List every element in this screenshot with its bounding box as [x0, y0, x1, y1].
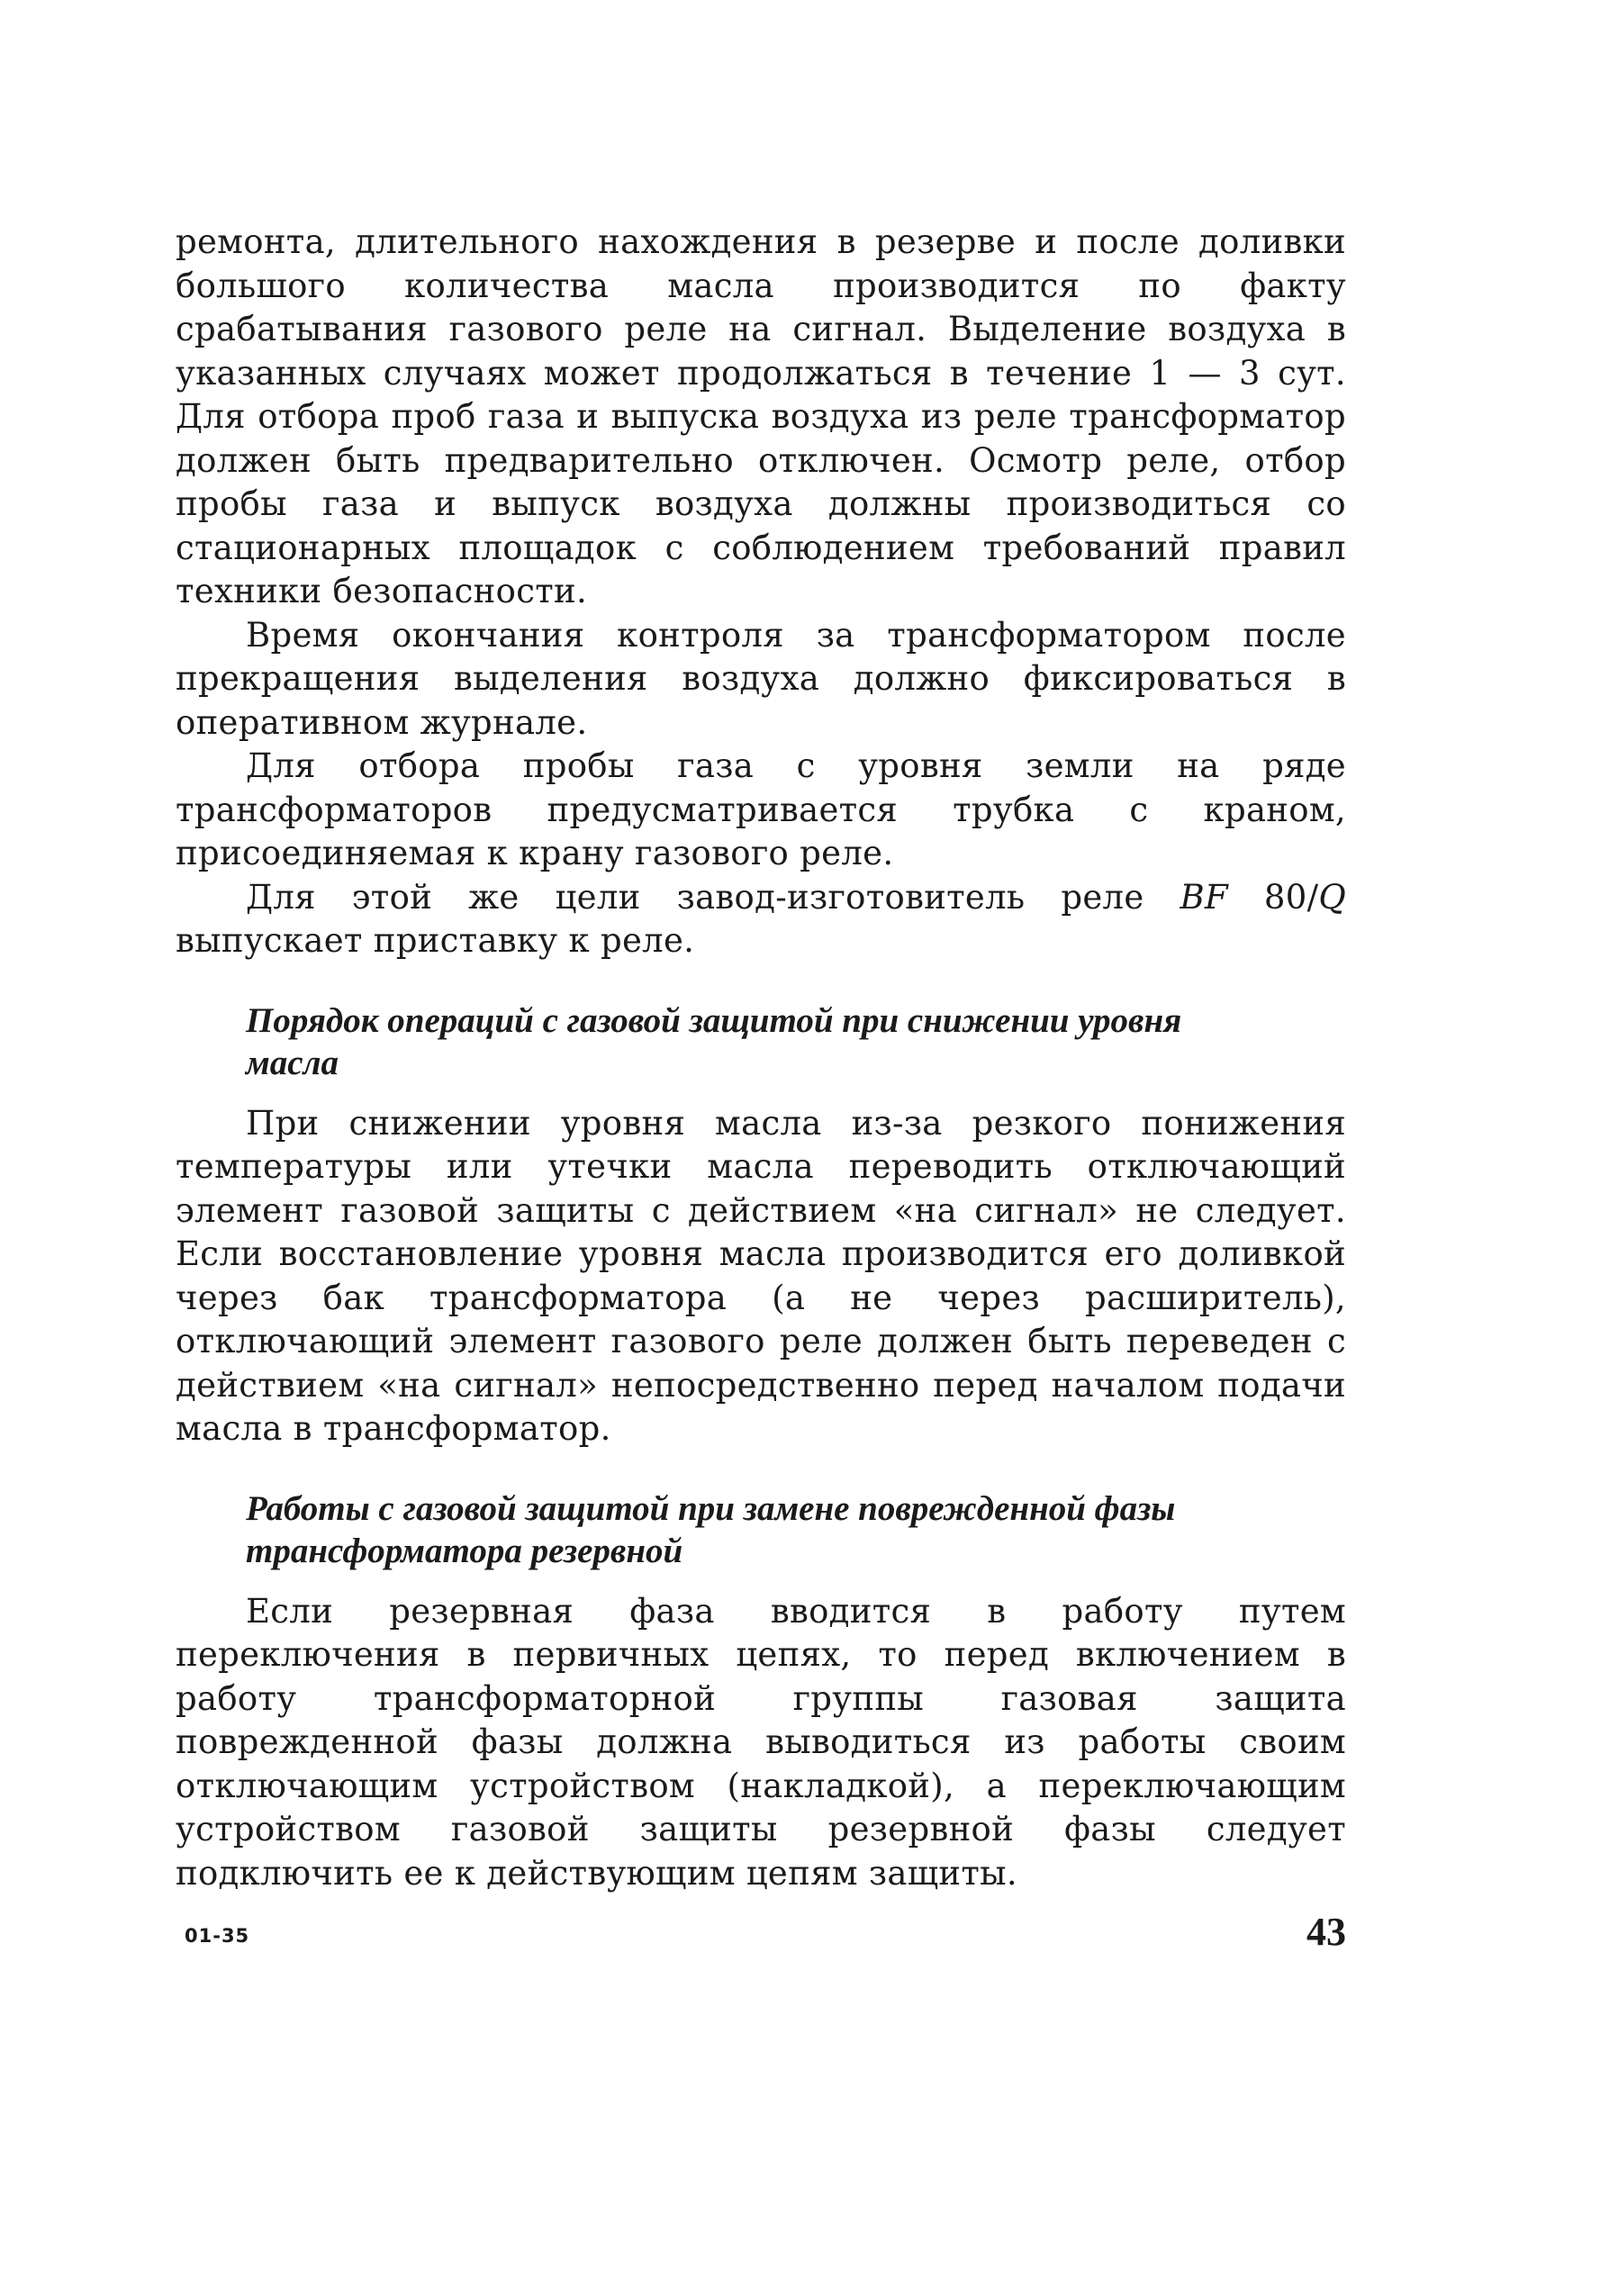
relay-model-letters: BF	[1180, 877, 1228, 917]
paragraph: При снижении уровня масла из-за резкого понижения температуры или утечки масла переводить отключающий элемент газовой защиты с действием «на сигнал» не следует. Если восстановление уровня масла производится его доливкой через бак трансформатора (а не через расширитель), отключающий элемент газового реле должен быть переведен с действием «на сигнал» непосредственно перед началом подачи масла в трансформатор.	[176, 1103, 1346, 1448]
section-intro	[176, 221, 1346, 963]
page-footer	[176, 1909, 1346, 1963]
paragraph: Если резервная фаза вводится в работу путем переключения в первичных цепях, то перед включением в работу трансформаторной группы газовая защита поврежденной фазы должна выводиться из работы своим отключающим устройством (накладкой), а переключающим устройством газовой защиты резервной фазы следует подключить ее к действующим цепям защиты.	[176, 1591, 1346, 1893]
signature-mark: 01-35	[185, 1925, 250, 1947]
paragraph: Время окончания контроля за трансформатором после прекращения выделения воздуха должно фиксироваться в оперативном журнале.	[176, 615, 1346, 742]
paragraph: Для отбора пробы газа с уровня земли на ряде трансформаторов предусматривается трубка с краном, присоединяемая к крану газового реле.	[176, 746, 1346, 872]
section-heading: Порядок операций с газовой защитой при снижении уровня масла	[246, 1000, 1182, 1082]
section-heading: Работы с газовой защитой при замене поврежденной фазы трансформатора резервной	[246, 1488, 1176, 1570]
paragraph-relay-attachment	[176, 876, 1346, 963]
page-content	[176, 221, 1346, 1895]
section-oil-level	[176, 999, 1346, 1451]
text-span: выпускает приставку к реле.	[176, 921, 695, 960]
relay-model-q: Q	[1318, 877, 1347, 917]
paragraph: ремонта, длительного нахождения в резерве и после доливки большого количества масла производится по факту срабатывания газового реле на сигнал. Выделение воздуха в указанных случаях может продолжаться в течение 1 — 3 сут. Для отбора проб газа и выпуска воздуха из реле трансформатор должен быть предварительно отключен. Осмотр реле, отбор пробы газа и выпуск воздуха должны производиться со стационарных площадок с соблюдением требований правил техники безопасности.	[176, 222, 1346, 610]
text-span: Для этой же цели завод-изготовитель реле	[246, 877, 1180, 917]
page-number: 43	[1306, 1910, 1346, 1954]
text-span: 80/	[1227, 877, 1319, 917]
section-phase-replacement	[176, 1487, 1346, 1896]
